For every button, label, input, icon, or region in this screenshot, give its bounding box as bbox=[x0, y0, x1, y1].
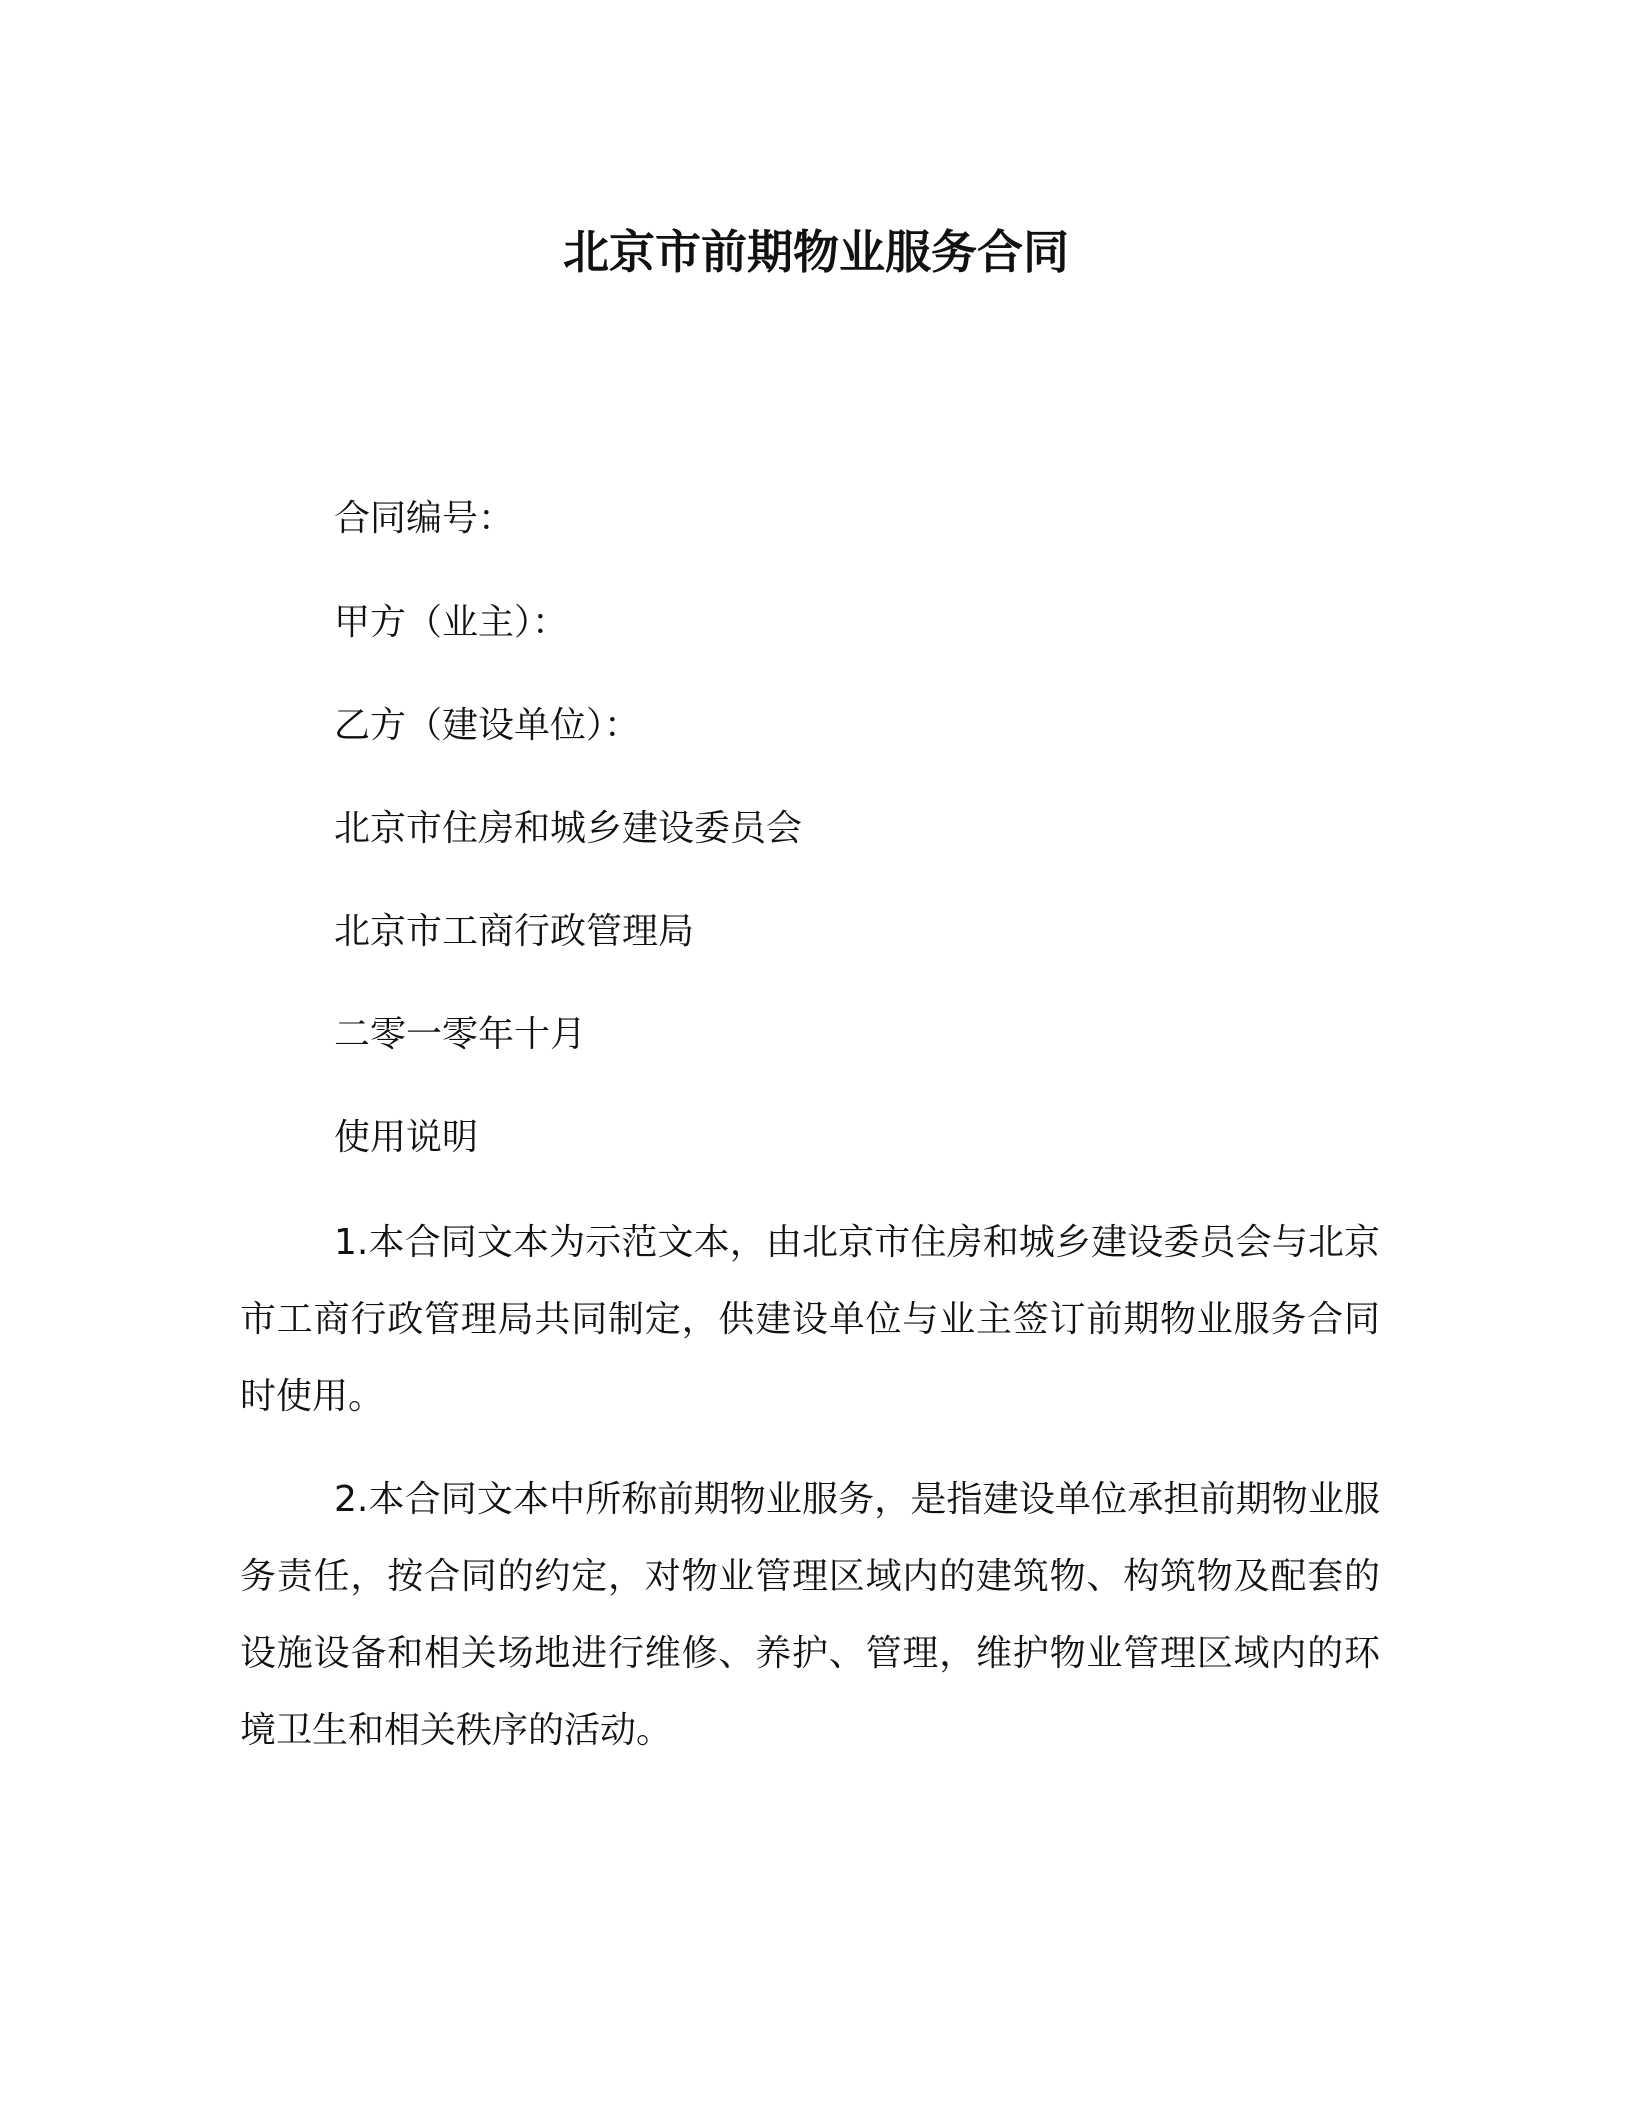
issuer-industry-commerce-bureau: 北京市工商行政管理局 bbox=[334, 911, 695, 952]
document-title: 北京市前期物业服务合同 bbox=[563, 225, 1069, 279]
party-b-label: 乙方（建设单位）： bbox=[334, 705, 641, 746]
instructions-heading: 使用说明 bbox=[334, 1117, 479, 1158]
instruction-paragraph-2: 2.本合同文本中所称前期物业服务，是指建设单位承担前期物业服务责任，按合同的约定，对物业管理区域内的建筑物、构筑物及配套的设施设备和相关场地进行维修、养护、管理，维护物业管理区域内的环境卫生和相关秩序的活动。 bbox=[240, 1479, 1380, 1751]
issuer-housing-commission: 北京市住房和城乡建设委员会 bbox=[334, 808, 803, 849]
instruction-paragraph-1: 1.本合同文本为示范文本，由北京市住房和城乡建设委员会与北京市工商行政管理局共同制定，供建设单位与业主签订前期物业服务合同时使用。 bbox=[240, 1222, 1380, 1417]
party-a-label: 甲方（业主）： bbox=[334, 602, 569, 643]
issue-date: 二零一零年十月 bbox=[334, 1014, 587, 1055]
contract-number-label: 合同编号： bbox=[334, 498, 515, 539]
